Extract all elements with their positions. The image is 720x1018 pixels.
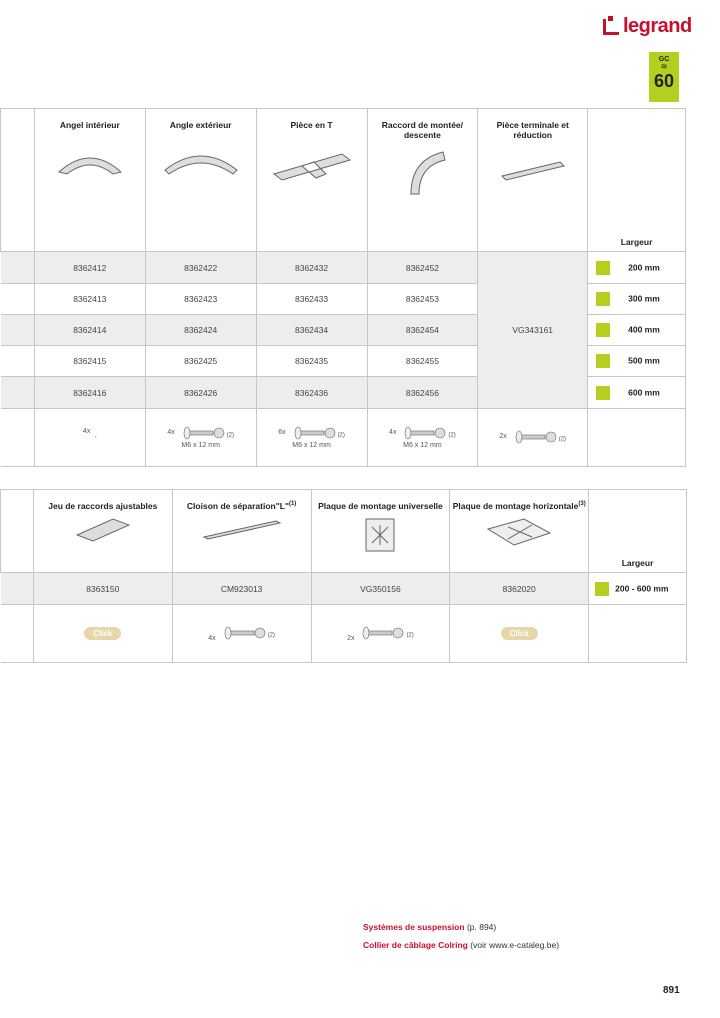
header-plaque-universelle: Plaque de montage universelle xyxy=(311,490,450,573)
code-cell: 8362412 xyxy=(34,252,145,284)
code-cell: 8362416 xyxy=(34,377,145,409)
table-row xyxy=(1,573,687,605)
gc-mini-icon xyxy=(596,323,610,337)
footer-link-colring[interactable]: Collier de câblage Colring (voir www.e-cataleg.be) xyxy=(363,940,560,950)
table-row xyxy=(1,252,686,284)
hardware-cell xyxy=(450,605,589,663)
header-plaque-horizontale: Plaque de montage horizontale$^{(3)}$ xyxy=(450,490,589,573)
header-cloison: Cloison de séparation"L"$^{(1)}$ xyxy=(172,490,311,573)
gc-mini-icon xyxy=(596,354,610,368)
bolt-icon xyxy=(222,626,268,640)
code-cell: 8362020 xyxy=(450,573,589,605)
bolt-icon xyxy=(402,426,448,440)
gc-mini-icon xyxy=(595,582,609,596)
code-cell: 8362453 xyxy=(367,284,478,315)
table1-header-row xyxy=(1,109,686,252)
header-piece-terminale: Pièce terminale et réduction xyxy=(478,109,588,252)
footer-link-suspension[interactable]: Systèmes de suspension (p. 894) xyxy=(363,922,497,932)
riser-fitting-illustration xyxy=(397,146,447,196)
badge-code: GC xyxy=(658,56,670,63)
code-cell: 8362456 xyxy=(367,377,478,409)
bolt-icon xyxy=(513,430,559,444)
horizontal-plate-illustration xyxy=(484,515,554,549)
logo-text: legrand xyxy=(623,15,692,37)
code-cell: 8362422 xyxy=(145,252,256,284)
width-cell: 200 - 600 mm xyxy=(589,573,687,605)
code-cell: 8363150 xyxy=(33,573,172,605)
hardware-row xyxy=(1,409,686,467)
code-cell: 8362454 xyxy=(367,315,478,346)
width-cell: 500 mm xyxy=(588,346,686,377)
bolt-icon xyxy=(360,626,406,640)
code-cell: 8362436 xyxy=(256,377,367,409)
logo-mark-icon xyxy=(603,19,619,35)
code-cell: 8362423 xyxy=(145,284,256,315)
header-jeu-raccords: Jeu de raccords ajustables xyxy=(33,490,172,573)
code-cell: 8362425 xyxy=(145,346,256,377)
end-piece-code: VG343161 xyxy=(478,252,588,409)
code-cell: 8362415 xyxy=(34,346,145,377)
hardware-row xyxy=(1,605,687,663)
code-cell: VG350156 xyxy=(311,573,450,605)
adjustable-coupler-illustration xyxy=(73,515,133,545)
code-cell: 8362424 xyxy=(145,315,256,346)
code-cell: 8362433 xyxy=(256,284,367,315)
code-cell: 8362432 xyxy=(256,252,367,284)
width-cell: 200 mm xyxy=(588,252,686,284)
tee-piece-illustration xyxy=(272,148,352,182)
bolt-icon xyxy=(292,426,338,440)
code-cell: 8362434 xyxy=(256,315,367,346)
gc-mini-icon xyxy=(596,386,610,400)
page-number: 891 xyxy=(663,985,680,996)
width-header: Largeur xyxy=(588,109,686,252)
outer-angle-illustration xyxy=(163,148,239,178)
code-cell: 8362435 xyxy=(256,346,367,377)
gc-mini-icon xyxy=(596,261,610,275)
hardware-cell xyxy=(33,605,172,663)
hardware-cell: 4x (2) M6 x 12 mm xyxy=(145,409,256,467)
legrand-logo xyxy=(603,15,692,38)
width-cell: 300 mm xyxy=(588,284,686,315)
inner-angle-illustration xyxy=(55,148,125,178)
click-badge: Click xyxy=(84,627,121,640)
universal-plate-illustration xyxy=(360,515,400,555)
code-cell: 8362414 xyxy=(34,315,145,346)
badge-value: 60 xyxy=(653,71,675,91)
code-cell: 8362452 xyxy=(367,252,478,284)
hardware-cell: 4x- xyxy=(34,409,145,467)
hardware-cell: 4x (2) M6 x 12 mm xyxy=(367,409,478,467)
table2-header-row xyxy=(1,490,687,573)
width-cell: 600 mm xyxy=(588,377,686,409)
hardware-cell: 2x (2) xyxy=(478,409,588,467)
width-header: Largeur xyxy=(589,490,687,573)
hardware-cell: 2x (2) xyxy=(311,605,450,663)
heat-waves-icon: ≋ xyxy=(660,62,668,71)
mounting-accessories-table xyxy=(0,489,687,663)
width-cell: 400 mm xyxy=(588,315,686,346)
hardware-cell: 6x (2) M6 x 12 mm xyxy=(256,409,367,467)
accessories-table xyxy=(0,108,686,467)
end-piece-illustration xyxy=(500,158,566,182)
header-raccord-montee: Raccord de montée/ descente xyxy=(367,109,478,252)
click-badge: Click xyxy=(501,627,538,640)
bolt-icon xyxy=(181,426,227,440)
code-cell: 8362413 xyxy=(34,284,145,315)
header-angle-exterieur: Angle extérieur xyxy=(145,109,256,252)
gc-mini-icon xyxy=(596,292,610,306)
code-cell: 8362426 xyxy=(145,377,256,409)
code-cell: 8362455 xyxy=(367,346,478,377)
gc-rating-badge xyxy=(649,52,679,102)
header-piece-en-t: Pièce en T xyxy=(256,109,367,252)
code-cell: CM923013 xyxy=(172,573,311,605)
header-angle-interieur: Angel intérieur xyxy=(34,109,145,252)
hardware-cell: 4x (2) xyxy=(172,605,311,663)
lead-cell xyxy=(1,109,35,252)
separator-illustration xyxy=(202,517,282,541)
